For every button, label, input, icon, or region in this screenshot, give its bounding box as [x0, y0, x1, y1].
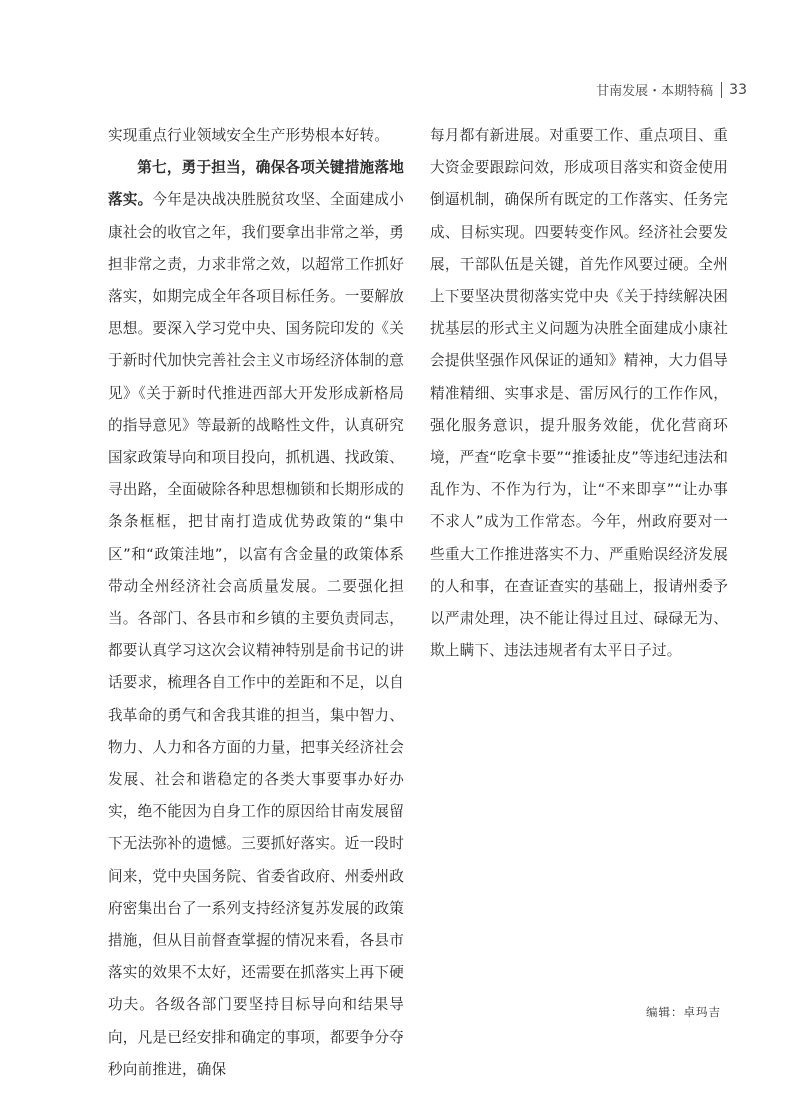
right-column: [430, 120, 728, 667]
paragraph-continuation: 每月都有新进展。对重要工作、重点项目、重大资金要跟踪问效，形成项目落实和资金使用倒逼机制，确保所有既定的工作落实、任务完成、目标实现。四要转变作风。经济社会要发展，干部队伍是关键，首先作风要过硬。全州上下要坚决贯彻落实党中央《关于持续解决困扰基层的形式主义问题为决胜全面建成小康社会提供坚强作风保证的通知》精神，大力倡导精准精细、实事求是、雷厉风行的工作作风，强化服务意识，提升服务效能，优化营商环境，严查“吃拿卡要”“推诿扯皮”等违纪违法和乱作为、不作为行为，让“不来即享”“让办事不求人”成为工作常态。今年，州政府要对一些重大工作推进落实不力、严重贻误经济发展的人和事，在查证查实的基础上，报请州委予以严肃处理，决不能让得过且过、碌碌无为、欺上瞒下、违法违规者有太平日子过。: [430, 127, 728, 660]
section-title: 甘南发展・本期特稿: [596, 84, 714, 99]
header-divider: [721, 82, 722, 98]
paragraph-seventh: [108, 152, 404, 1086]
left-column: [108, 120, 404, 1086]
editor-credit: 编辑：卓玛吉: [646, 1005, 721, 1019]
page-number: 33: [729, 81, 747, 98]
running-header: [596, 80, 747, 99]
paragraph-continued: 实现重点行业领域安全生产形势根本好转。: [108, 127, 390, 144]
paragraph-heading: 第七，勇于担当，确保各项关键措施落地落实。: [108, 159, 404, 209]
paragraph-body: 今年是决战决胜脱贫攻坚、全面建成小康社会的收官之年，我们要拿出非常之举，勇担非常之责，力求非常之效，以超常工作抓好落实，如期完成全年各项目标任务。一要解放思想。要深入学习党中央、国务院印发的《关于新时代加快完善社会主义市场经济体制的意见》《关于新时代推进西部大开发形成新格局的指导意见》等最新的战略性文件，认真研究国家政策导向和项目投向，抓机遇、找政策、寻出路，全面破除各种思想枷锁和长期形成的条条框框，把甘南打造成优势政策的“集中区”和“政策洼地”，以富有含金量的政策体系带动全州经济社会高质量发展。二要强化担当。各部门、各县市和乡镇的主要负责同志，都要认真学习这次会议精神特别是俞书记的讲话要求，梳理各自工作中的差距和不足，以自我革命的勇气和舍我其谁的担当，集中智力、物力、人力和各方面的力量，把事关经济社会发展、社会和谐稳定的各类大事要事办好办实，绝不能因为自身工作的原因给甘南发展留下无法弥补的遗憾。三要抓好落实。近一段时间来，党中央国务院、省委省政府、州委州政府密集出台了一系列支持经济复苏发展的政策措施，但从目前督查掌握的情况来看，各县市落实的效果不太好，还需要在抓落实上再下硬功夫。各级各部门要坚持目标导向和结果导向，凡是已经安排和确定的事项，都要争分夺秒向前推进，确保: [108, 191, 404, 1078]
